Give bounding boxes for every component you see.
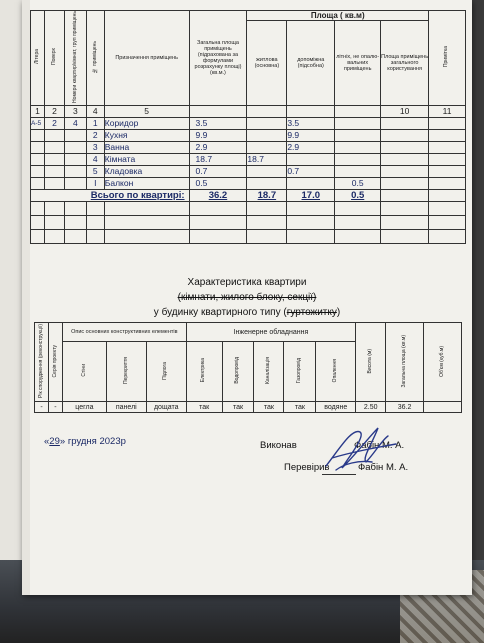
- table-row: [31, 177, 466, 189]
- colnum-4: 4: [86, 105, 104, 117]
- cell-walls: цегла: [62, 402, 106, 413]
- cell-apartment: [64, 129, 86, 141]
- cell-summer: 0.5: [335, 177, 381, 189]
- handwritten-signature: [322, 418, 405, 478]
- total-area: 36.2: [189, 189, 247, 201]
- cell-common: [381, 129, 429, 141]
- column-number-row: [31, 105, 466, 117]
- header-litera: Літера: [31, 11, 45, 106]
- checked-by-name: Фабін М. А.: [358, 462, 409, 473]
- cell-summer: [335, 153, 381, 165]
- cell-total-area: 36.2: [386, 402, 424, 413]
- cell-note: [429, 129, 466, 141]
- cell-room-number: 3: [86, 141, 104, 153]
- cell-common: [381, 153, 429, 165]
- document-date: «29» грудня 2023р: [44, 436, 126, 447]
- colnum-9: [335, 105, 381, 117]
- cell-litera: [31, 153, 45, 165]
- total-note: [429, 189, 466, 201]
- header-construct-group: Опис основних конструктивних елементів: [62, 323, 186, 342]
- cell-auxiliary: 9.9: [287, 129, 335, 141]
- cell-gas: так: [284, 402, 316, 413]
- blank-row: [31, 201, 466, 215]
- cell-auxiliary: 0.7: [287, 165, 335, 177]
- cell-note: [429, 141, 466, 153]
- header-auxiliary: допоміжна (підсобна): [287, 21, 335, 106]
- colnum-8: [287, 105, 335, 117]
- cell-floor: [44, 141, 64, 153]
- cell-living: [247, 177, 287, 189]
- colnum-3: 3: [64, 105, 86, 117]
- cell-total-area: 3.5: [189, 117, 247, 129]
- header-sewerage: Каналізація: [254, 342, 284, 402]
- colnum-2: 2: [44, 105, 64, 117]
- characteristics-subtitle: (кімнати, жилого блоку, секції): [177, 292, 317, 303]
- cell-apartment: [64, 177, 86, 189]
- cell-apartment: 4: [64, 117, 86, 129]
- cell-living: [247, 117, 287, 129]
- cell-apartment: [64, 165, 86, 177]
- cell-living: [247, 165, 287, 177]
- cell-floors: панелі: [106, 402, 146, 413]
- blank-row: [31, 229, 466, 243]
- cell-total-area: 18.7: [189, 153, 247, 165]
- checked-by-label: Перевірив: [284, 462, 330, 473]
- header-height: Висота (м): [356, 323, 386, 402]
- header-summer: літніх, не опалю- вальних приміщень: [335, 21, 381, 106]
- header-electricity: Електрика: [186, 342, 222, 402]
- cell-purpose: Коридор: [104, 117, 189, 129]
- cell-auxiliary: 3.5: [287, 117, 335, 129]
- characteristics-table: [34, 322, 462, 413]
- header-area-group: Площа ( кв.м): [247, 11, 429, 21]
- total-label: Всього по квартирі:: [31, 189, 190, 201]
- total-living: 18.7: [247, 189, 287, 201]
- cell-litera: А-5: [31, 117, 45, 129]
- table-row: [31, 141, 466, 153]
- cell-total-area: 2.9: [189, 141, 247, 153]
- cell-auxiliary: 2.9: [287, 141, 335, 153]
- cell-room-number: 5: [86, 165, 104, 177]
- colnum-1: 1: [31, 105, 45, 117]
- header-floor: Поверх: [44, 11, 64, 106]
- cell-year-built: -: [35, 402, 49, 413]
- cell-litera: [31, 165, 45, 177]
- cell-floor: [44, 165, 64, 177]
- header-heating: Опалення: [316, 342, 356, 402]
- cell-summer: [335, 117, 381, 129]
- cell-litera: [31, 177, 45, 189]
- premises-table: [30, 10, 466, 244]
- cell-purpose: Кухня: [104, 129, 189, 141]
- header-engineering-group: Інженерне обладнання: [186, 323, 356, 342]
- cell-living: [247, 129, 287, 141]
- cell-litera: [31, 141, 45, 153]
- document-sheet: [22, 0, 472, 595]
- header-project-series: Серія проекту: [48, 323, 62, 402]
- cell-note: [429, 177, 466, 189]
- header-year-built: Рік спорудження (реконструкції): [35, 323, 49, 402]
- performed-by-label: Виконав: [260, 440, 297, 451]
- cell-common: [381, 177, 429, 189]
- header-total-area: Загальна площа (кв.м): [386, 323, 424, 402]
- cell-floor: 2: [44, 117, 64, 129]
- colnum-11: 11: [429, 105, 466, 117]
- header-total-area: Загальна площа приміщень (підрахована за формулами розрахунку площі) (кв.м.): [189, 11, 247, 106]
- colnum-10: 10: [381, 105, 429, 117]
- header-water: Водопровід: [222, 342, 254, 402]
- cell-apartment: [64, 141, 86, 153]
- total-auxiliary: 17.0: [287, 189, 335, 201]
- cell-auxiliary: [287, 153, 335, 165]
- cell-summer: [335, 165, 381, 177]
- cell-purpose: Кладовка: [104, 165, 189, 177]
- cell-living: 18.7: [247, 153, 287, 165]
- cell-volume: [424, 402, 462, 413]
- colnum-6: [189, 105, 247, 117]
- table-row: [35, 402, 462, 413]
- cell-floor: [44, 153, 64, 165]
- cell-purpose: Кімната: [104, 153, 189, 165]
- cell-total-area: 0.5: [189, 177, 247, 189]
- cell-note: [429, 153, 466, 165]
- table-row: [31, 165, 466, 177]
- cell-common: [381, 141, 429, 153]
- table-row: [31, 153, 466, 165]
- blank-row: [31, 215, 466, 229]
- cell-project-series: -: [48, 402, 62, 413]
- cell-summer: [335, 141, 381, 153]
- characteristics-title: Характеристика квартири: [187, 277, 307, 288]
- cell-height: 2.50: [356, 402, 386, 413]
- colnum-7: [247, 105, 287, 117]
- cell-room-number: 1: [86, 117, 104, 129]
- header-volume: Об'єм (куб.м): [424, 323, 462, 402]
- cell-room-number: 2: [86, 129, 104, 141]
- header-gas: Газопровід: [284, 342, 316, 402]
- cell-electricity: так: [186, 402, 222, 413]
- total-row: [31, 189, 466, 201]
- cell-room-number: 4: [86, 153, 104, 165]
- table-row: [31, 129, 466, 141]
- cell-common: [381, 165, 429, 177]
- header-note: Примітка: [429, 11, 466, 106]
- header-common: Площа приміщень загального користування: [381, 21, 429, 106]
- header-apartment-numbers: Номери квартир/кімнат, груп приміщень: [64, 11, 86, 106]
- cell-flooring: дощата: [146, 402, 186, 413]
- colnum-5: 5: [104, 105, 189, 117]
- cell-floor: [44, 177, 64, 189]
- cell-sewerage: так: [254, 402, 284, 413]
- cell-room-number: I: [86, 177, 104, 189]
- cell-living: [247, 141, 287, 153]
- cell-total-area: 9.9: [189, 129, 247, 141]
- cell-note: [429, 165, 466, 177]
- cell-auxiliary: [287, 177, 335, 189]
- cell-summer: [335, 129, 381, 141]
- cell-common: [381, 117, 429, 129]
- total-common: [381, 189, 429, 201]
- cell-heating: водяне: [316, 402, 356, 413]
- cell-apartment: [64, 153, 86, 165]
- cell-purpose: Балкон: [104, 177, 189, 189]
- total-summer: 0.5: [335, 189, 381, 201]
- characteristics-building-type: у будинку квартирного типу (гуртожитку): [153, 307, 341, 318]
- header-purpose: Призначення приміщень: [104, 11, 189, 106]
- cell-floor: [44, 129, 64, 141]
- cell-total-area: 0.7: [189, 165, 247, 177]
- cell-note: [429, 117, 466, 129]
- header-room-number: № приміщень: [86, 11, 104, 106]
- header-floors: Перекриття: [106, 342, 146, 402]
- cell-litera: [31, 129, 45, 141]
- header-flooring: Підлога: [146, 342, 186, 402]
- table-row: [31, 117, 466, 129]
- performed-by-name: Фабін М. А.: [354, 440, 405, 451]
- cell-purpose: Ванна: [104, 141, 189, 153]
- header-living: житлова (основна): [247, 21, 287, 106]
- header-walls: Стіни: [62, 342, 106, 402]
- cell-water: так: [222, 402, 254, 413]
